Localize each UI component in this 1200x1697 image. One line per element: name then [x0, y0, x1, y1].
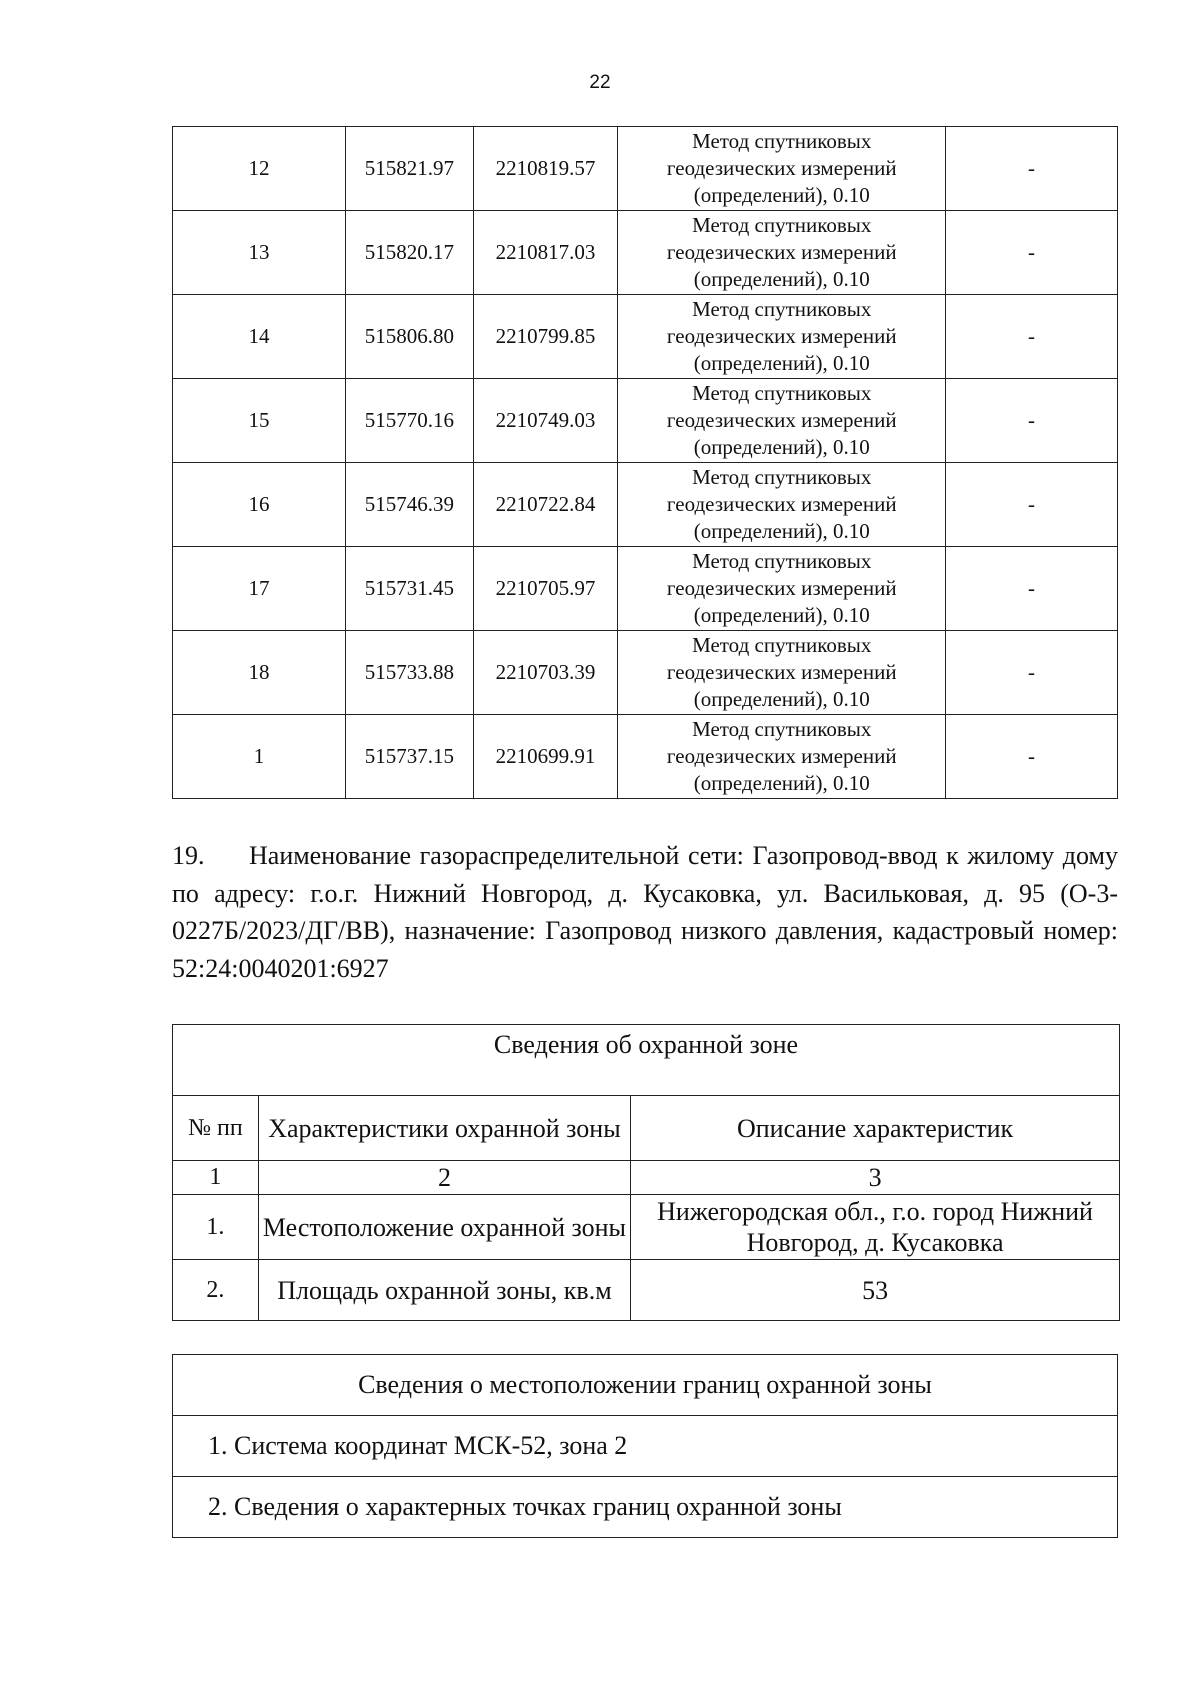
- point-number: 15: [173, 379, 346, 463]
- point-description: -: [946, 631, 1118, 715]
- method-line: геодезических измерений: [666, 492, 897, 516]
- point-y: 2210799.85: [473, 295, 618, 379]
- method-line: Метод спутниковых: [692, 381, 872, 405]
- method-line: геодезических измерений: [666, 408, 897, 432]
- point-x: 515746.39: [345, 463, 473, 547]
- method-line: Метод спутниковых: [692, 465, 872, 489]
- zone-row-number: 2.: [173, 1260, 259, 1321]
- point-number: 16: [173, 463, 346, 547]
- method-line: (определений), 0.10: [693, 603, 870, 627]
- zone-index-cell: 3: [631, 1161, 1120, 1195]
- table-row: [173, 127, 1118, 211]
- point-x: 515737.15: [345, 715, 473, 799]
- point-number: 13: [173, 211, 346, 295]
- zone-table-title: Сведения об охранной зоне: [173, 1025, 1120, 1096]
- point-method: [618, 379, 946, 463]
- zone-row-description: 53: [631, 1260, 1120, 1321]
- method-line: Метод спутниковых: [692, 717, 872, 741]
- point-y: 2210749.03: [473, 379, 618, 463]
- boundary-table-title: Сведения о местоположении границ охранной зоны: [173, 1355, 1118, 1416]
- boundary-item: 1. Система координат МСК-52, зона 2: [173, 1416, 1118, 1477]
- point-description: -: [946, 547, 1118, 631]
- protection-zone-table: [172, 1024, 1120, 1321]
- zone-row-characteristic: Площадь охранной зоны, кв.м: [258, 1260, 630, 1321]
- point-method: [618, 631, 946, 715]
- method-line: Метод спутниковых: [692, 297, 872, 321]
- zone-header-number: № пп: [173, 1096, 259, 1161]
- point-description: -: [946, 463, 1118, 547]
- zone-row-description: Нижегородская обл., г.о. город Нижний Новгород, д. Кусаковка: [631, 1195, 1120, 1260]
- table-row: [173, 379, 1118, 463]
- section-text: Наименование газораспределительной сети: Газопровод-ввод к жилому дому по адресу: г.о.г. Нижний Новгород, д. Кусаковка, ул. Васильковая, д. 95 (О-3-0227Б/2023/ДГ/ВВ), назначение: Газопровод низкого давления, кадастровый номер: 52:24:0040201:6927: [172, 841, 1118, 983]
- point-y: 2210703.39: [473, 631, 618, 715]
- section-number: 19.: [172, 841, 205, 870]
- zone-index-cell: 1: [173, 1161, 259, 1195]
- zone-header-characteristics: Характеристики охранной зоны: [258, 1096, 630, 1161]
- method-line: (определений), 0.10: [693, 687, 870, 711]
- point-description: -: [946, 127, 1118, 211]
- point-x: 515731.45: [345, 547, 473, 631]
- point-number: 1: [173, 715, 346, 799]
- method-line: Метод спутниковых: [692, 213, 872, 237]
- point-y: 2210705.97: [473, 547, 618, 631]
- method-line: геодезических измерений: [666, 576, 897, 600]
- point-x: 515821.97: [345, 127, 473, 211]
- point-y: 2210819.57: [473, 127, 618, 211]
- zone-index-cell: 2: [258, 1161, 630, 1195]
- point-y: 2210722.84: [473, 463, 618, 547]
- point-x: 515733.88: [345, 631, 473, 715]
- coordinates-table: [172, 126, 1118, 799]
- point-method: [618, 211, 946, 295]
- method-line: геодезических измерений: [666, 744, 897, 768]
- method-line: (определений), 0.10: [693, 267, 870, 291]
- point-method: [618, 547, 946, 631]
- point-method: [618, 463, 946, 547]
- point-number: 12: [173, 127, 346, 211]
- point-method: [618, 295, 946, 379]
- method-line: геодезических измерений: [666, 324, 897, 348]
- table-row: [173, 631, 1118, 715]
- zone-row-number: 1.: [173, 1195, 259, 1260]
- zone-header-description: Описание характеристик: [631, 1096, 1120, 1161]
- method-line: Метод спутниковых: [692, 129, 872, 153]
- table-row: [173, 295, 1118, 379]
- table-row: [173, 547, 1118, 631]
- boundary-item: 2. Сведения о характерных точках границ охранной зоны: [173, 1477, 1118, 1538]
- table-row: [173, 715, 1118, 799]
- point-number: 17: [173, 547, 346, 631]
- point-description: -: [946, 715, 1118, 799]
- point-number: 14: [173, 295, 346, 379]
- point-description: -: [946, 295, 1118, 379]
- point-x: 515820.17: [345, 211, 473, 295]
- zone-row-characteristic: Местоположение охранной зоны: [258, 1195, 630, 1260]
- method-line: геодезических измерений: [666, 156, 897, 180]
- section-paragraph: [172, 837, 1118, 987]
- point-description: -: [946, 379, 1118, 463]
- boundary-table: [172, 1354, 1118, 1538]
- point-x: 515806.80: [345, 295, 473, 379]
- point-x: 515770.16: [345, 379, 473, 463]
- table-row: [173, 211, 1118, 295]
- page-number: 22: [589, 72, 611, 93]
- point-method: [618, 127, 946, 211]
- point-description: -: [946, 211, 1118, 295]
- point-y: 2210699.91: [473, 715, 618, 799]
- method-line: Метод спутниковых: [692, 549, 872, 573]
- point-number: 18: [173, 631, 346, 715]
- point-y: 2210817.03: [473, 211, 618, 295]
- method-line: (определений), 0.10: [693, 351, 870, 375]
- method-line: геодезических измерений: [666, 660, 897, 684]
- point-method: [618, 715, 946, 799]
- table-row: [173, 463, 1118, 547]
- method-line: (определений), 0.10: [693, 771, 870, 795]
- method-line: (определений), 0.10: [693, 435, 870, 459]
- method-line: (определений), 0.10: [693, 183, 870, 207]
- method-line: (определений), 0.10: [693, 519, 870, 543]
- method-line: Метод спутниковых: [692, 633, 872, 657]
- method-line: геодезических измерений: [666, 240, 897, 264]
